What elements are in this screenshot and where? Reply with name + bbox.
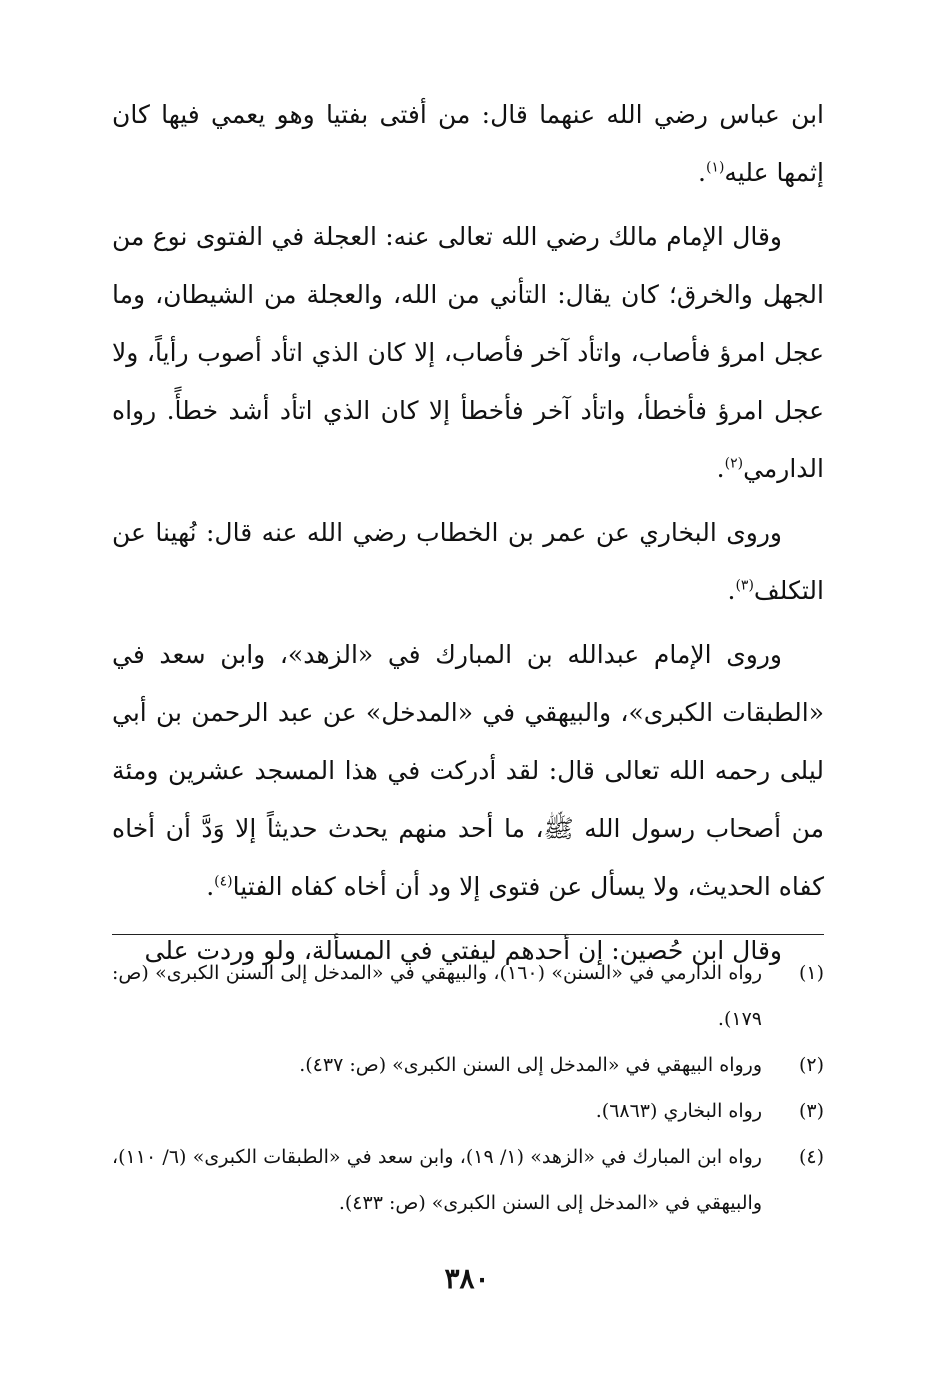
footnotes (112, 950, 824, 1226)
footnote-1 (112, 950, 824, 1042)
footnote-text: رواه الدارمي في «السنن» (١٦٠)، والبيهقي في «المدخل إلى السنن الكبرى» (ص: ١٧٩). (112, 962, 763, 1030)
footnote-number: (٣) (798, 1100, 824, 1122)
footnote-number: (١) (798, 962, 824, 984)
paragraph-1: ابن عباس رضي الله عنهما قال: من أفتى بفتيا وهو يعمي فيها كان إثمها عليه$^{(١)}$. (112, 100, 824, 187)
footnote-text: رواه ابن المبارك في «الزهد» (١/ ١٩)، وابن سعد في «الطبقات الكبرى» (٦/ ١١٠)، والبيهقي في «المدخل إلى السنن الكبرى» (ص: ٤٣٣). (112, 1146, 762, 1214)
footnote-ref-1[interactable]: (١) (705, 159, 725, 176)
footnote-text: رواه البخاري (٦٨٦٣). (595, 1100, 762, 1122)
footnote-ref-3[interactable]: (٣) (735, 577, 754, 594)
footnote-separator (112, 934, 824, 935)
paragraph-2: وقال الإمام مالك رضي الله تعالى عنه: العجلة في الفتوى نوع من الجهل والخرق؛ كان يقال: التأني من الله، والعجلة من الشيطان، وما عجل امرؤ فأصاب، واتأد آخر فأصاب، إلا كان الذي اتأد أصوب رأياً، ولا عجل امرؤ فأخطأ، واتأد آخر فأخطأ إلا كان الذي اتأد أشد خطأً. رواه الدارمي$^{(٢)}$. (112, 222, 824, 483)
footnote-ref-2[interactable]: (٢) (724, 455, 744, 472)
paragraph-3: وروى البخاري عن عمر بن الخطاب رضي الله عنه قال: نُهينا عن التكلف$^{(٣)}$. (112, 518, 824, 605)
footnote-number: (٤) (798, 1146, 824, 1168)
footnote-3 (112, 1088, 824, 1134)
footnote-number: (٢) (798, 1054, 824, 1076)
page-number: ٣٨٠ (444, 1262, 490, 1295)
paragraph-4: وروى الإمام عبدالله بن المبارك في «الزهد»، وابن سعد في «الطبقات الكبرى»، والبيهقي في «المدخل» عن عبد الرحمن بن أبي ليلى رحمه الله تعالى قال: لقد أدركت في هذا المسجد عشرين ومئة من أصحاب رسول الله ﷺ، ما أحد منهم يحدث حديثاً إلا وَدَّ أن أخاه كفاه الحديث، ولا يسأل عن فتوى إلا ود أن أخاه كفاه الفتيا$^{(٤)}$. (112, 640, 824, 901)
footnote-text: ورواه البيهقي في «المدخل إلى السنن الكبرى» (ص: ٤٣٧). (299, 1054, 762, 1076)
footnote-4 (112, 1134, 824, 1226)
footnote-ref-4[interactable]: (٤) (214, 873, 233, 890)
paragraph-5: وقال ابن حُصين: إن أحدهم ليفتي في المسألة، ولو وردت على (144, 936, 782, 965)
body-text (112, 86, 824, 986)
footnote-2 (112, 1042, 824, 1088)
